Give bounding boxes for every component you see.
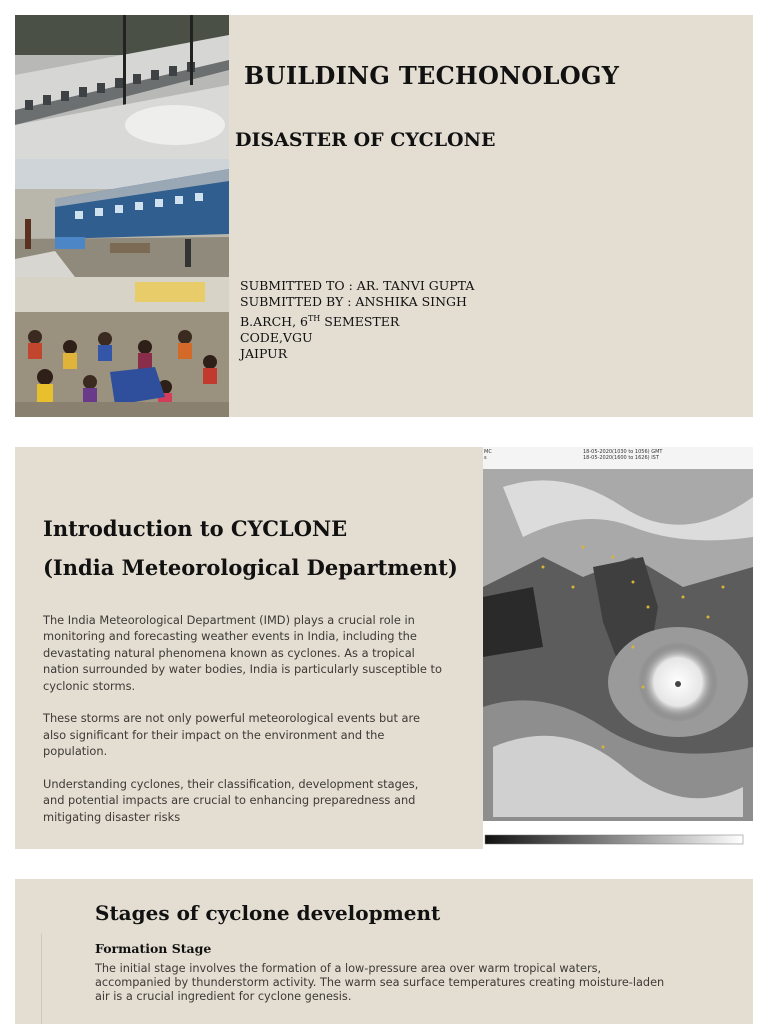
sat-header-left-1: MC — [484, 449, 492, 455]
submission-details — [240, 278, 474, 363]
intro-slide — [15, 447, 753, 849]
main-title: BUILDING TECHONOLOGY — [244, 61, 620, 90]
submitted-to: SUBMITTED TO : AR. TANVI GUPTA — [240, 278, 475, 293]
sat-header-left-2: s — [484, 455, 487, 461]
intro-title: Introduction to CYCLONE (India Meteorological Department) — [43, 516, 458, 580]
photo-collage — [15, 15, 229, 417]
intro-body — [43, 612, 443, 841]
intro-paragraph: Understanding cyclones, their classification, development stages, and potential impacts are crucial to enhancing preparedness and mitigating disaster risks — [43, 776, 419, 824]
stage-description: The initial stage involves the formation of a low-pressure area over warm tropical waters, accompanied by thunderstorm activity. The warm sea surface temperatures creating moisture-laden air is a crucial ingredient for cyclone genesis. — [95, 962, 665, 1003]
cover-slide — [15, 15, 753, 417]
damaged-train-platform-photo — [15, 159, 229, 277]
institute: CODE,VGU — [240, 330, 313, 346]
subtitle: DISASTER OF CYCLONE — [235, 129, 496, 151]
sat-header-right-2: 18-05-2020(1600 to 1626) IST — [583, 455, 659, 461]
submitted-by: SUBMITTED BY : ANSHIKA SINGH — [240, 294, 467, 310]
timeline-line — [41, 934, 42, 1024]
flooded-railway-station-photo — [15, 15, 229, 159]
course-line: B.ARCH, 6TH SEMESTER — [240, 313, 400, 329]
stages-slide — [15, 879, 753, 1024]
city: JAIPUR — [240, 346, 288, 362]
satellite-image — [483, 447, 753, 849]
crowded-shelter-photo — [15, 277, 229, 417]
stages-title: Stages of cyclone development — [95, 901, 441, 925]
stage-heading: Formation Stage — [95, 941, 212, 956]
intro-paragraph: These storms are not only powerful meteorological events but are also significant for their impact on the environment and the population. — [43, 711, 420, 759]
sat-header-right-1: 18-05-2020(1030 to 1056) GMT — [583, 449, 663, 455]
intro-paragraph: The India Meteorological Department (IMD) plays a crucial role in monitoring and forecasting weather events in India, including the devastating natural phenomena known as cyclones. As a tropical nation surrounded by water bodies, India is particularly susceptible to cyclonic storms. — [43, 613, 442, 693]
